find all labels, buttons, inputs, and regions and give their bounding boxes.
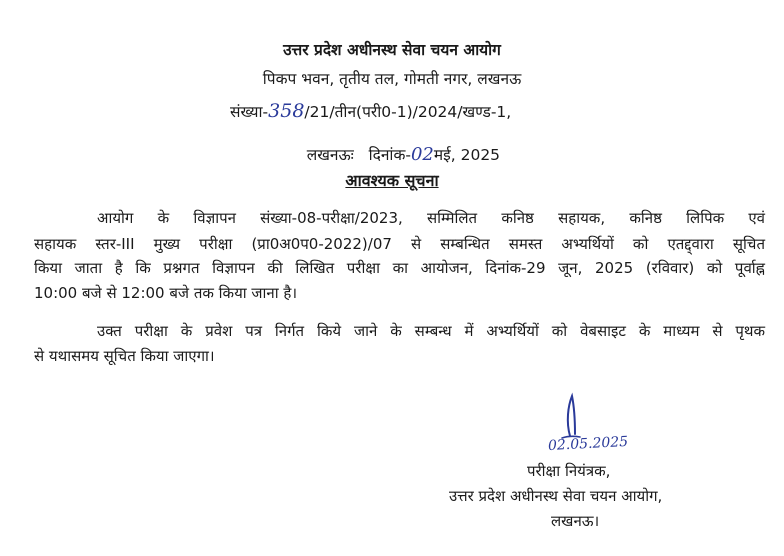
date-suffix: मई, 2025	[433, 146, 501, 165]
paragraph1-line3: किया जाता है कि प्रश्नगत विज्ञापन की लिखित परीक्षा का आयोजन, दिनांक-29 जून, 2025 (रविवार) को पूर्वाह्न	[34, 259, 765, 277]
reference-number	[230, 100, 511, 124]
signatory-org-name: उत्तर प्रदेश अधीनस्थ सेवा चयन आयोग,	[449, 487, 663, 505]
reference-suffix: /21/तीन(परी0-1)/2024/खण्ड-1,	[304, 103, 512, 121]
reference-prefix: संख्या-	[230, 103, 269, 121]
paragraph1-line2: सहायक स्तर-III मुख्य परीक्षा (प्रा0अ0प0-2022)/07 से सम्बन्धित समस्त अभ्यर्थियों को एतद्द्वारा सूचित	[34, 235, 765, 253]
paragraph2-line2: से यथासमय सूचित किया जाएगा।	[34, 347, 215, 365]
signature-handwritten-date: 02.05.2025	[547, 433, 629, 455]
date-handwritten-day: 02	[410, 144, 434, 166]
notice-title: आवश्यक सूचना	[345, 171, 439, 190]
paragraph1-line4: 10:00 बजे से 12:00 बजे तक किया जाना है।	[34, 284, 298, 302]
signatory-designation: परीक्षा नियंत्रक,	[527, 462, 611, 480]
org-name-heading: उत्तर प्रदेश अधीनस्थ सेवा चयन आयोग	[283, 41, 501, 59]
paragraph1-line1: आयोग के विज्ञापन संख्या-08-परीक्षा/2023, सम्मिलित कनिष्ठ सहायक, कनिष्ठ लिपिक एवं	[97, 209, 765, 227]
paragraph2-line1: उक्त परीक्षा के प्रवेश पत्र निर्गत किये जाने के सम्बन्ध में अभ्यर्थियों को वेबसाइट के माध्यम से पृथक	[97, 322, 765, 340]
date-prefix: लखनऊः दिनांक-	[306, 146, 411, 165]
org-address: पिकप भवन, तृतीय तल, गोमती नगर, लखनऊ	[262, 70, 522, 88]
signatory-city: लखनऊ।	[551, 512, 600, 530]
reference-handwritten-number: 358	[268, 100, 305, 122]
